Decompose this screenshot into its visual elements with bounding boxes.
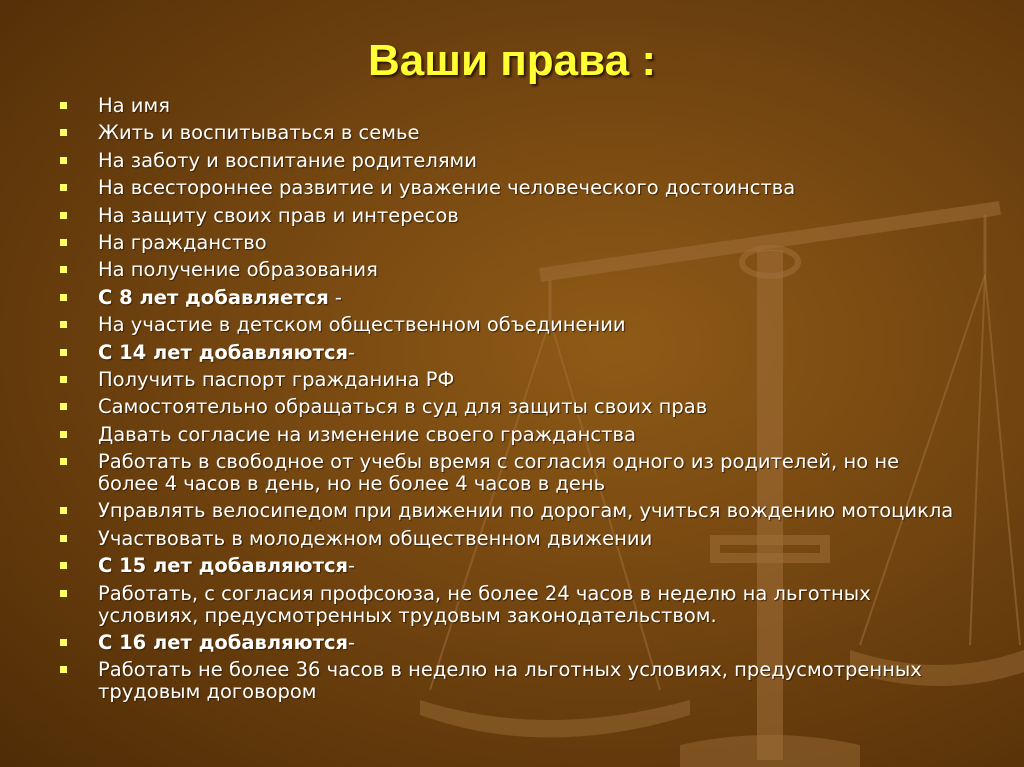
bullet-icon xyxy=(60,239,67,246)
list-item xyxy=(60,150,960,172)
bullet-icon xyxy=(60,349,67,356)
list-item-text: С 8 лет добавляется xyxy=(98,285,329,309)
list-item-text: На имя xyxy=(98,94,170,117)
list-item xyxy=(60,659,960,703)
list-item-text: На получение образования xyxy=(98,258,378,282)
list-item xyxy=(60,369,960,391)
list-item-heading xyxy=(60,287,960,309)
bullet-icon xyxy=(60,321,67,328)
list-item xyxy=(60,528,960,550)
list-item-text: На защиту своих прав и интересов xyxy=(98,203,459,227)
list-item-text: На гражданство xyxy=(98,230,267,254)
bullet-icon xyxy=(60,403,67,410)
list-item xyxy=(60,314,960,336)
list-item-text: На всестороннее развитие и уважение человеческого достоинства xyxy=(98,176,796,200)
rights-list xyxy=(60,95,960,709)
bullet-icon xyxy=(60,294,67,301)
bullet-icon xyxy=(60,639,67,646)
list-item-text: Самостоятельно обращаться в суд для защиты своих прав xyxy=(98,395,708,419)
list-item-suffix: - xyxy=(348,554,356,578)
bullet-icon xyxy=(60,102,67,109)
list-item xyxy=(60,259,960,281)
bullet-icon xyxy=(60,157,67,164)
bullet-icon xyxy=(60,431,67,438)
list-item-text: Жить и воспитываться в семье xyxy=(98,121,420,145)
bullet-icon xyxy=(60,666,67,673)
bullet-icon xyxy=(60,266,67,273)
bullet-icon xyxy=(60,376,67,383)
bullet-icon xyxy=(60,212,67,219)
list-item-heading xyxy=(60,632,960,654)
list-item-text: Участвовать в молодежном общественном движении xyxy=(98,526,653,550)
list-item-heading xyxy=(60,555,960,577)
list-item-text: Работать не более 36 часов в неделю на льготных условиях, предусмотренных трудовым договором xyxy=(98,658,922,704)
bullet-icon xyxy=(60,129,67,136)
list-item-text: На участие в детском общественном объединении xyxy=(98,313,626,337)
list-item xyxy=(60,122,960,144)
list-item-text: С 15 лет добавляются xyxy=(98,554,349,578)
list-item-text: С 16 лет добавляются xyxy=(98,631,349,655)
list-item-text: Работать в свободное от учебы время с согласия одного из родителей, но не более 4 часов в день, но не более 4 часов в день xyxy=(98,450,900,496)
list-item xyxy=(60,396,960,418)
list-item xyxy=(60,583,960,627)
list-item-text: С 14 лет добавляются xyxy=(98,340,349,364)
list-item xyxy=(60,232,960,254)
list-item xyxy=(60,177,960,199)
list-item-text: Управлять велосипедом при движении по дорогам, учиться вождению мотоцикла xyxy=(98,499,954,523)
list-item-text: Давать согласие на изменение своего гражданства xyxy=(98,422,636,446)
list-item xyxy=(60,424,960,446)
list-item-suffix: - xyxy=(348,340,356,364)
list-item-text: Получить паспорт гражданина РФ xyxy=(98,367,455,391)
bullet-icon xyxy=(60,184,67,191)
page-title: Ваши права : xyxy=(368,36,656,85)
bullet-icon xyxy=(60,458,67,465)
list-item xyxy=(60,205,960,227)
list-item-text: На заботу и воспитание родителями xyxy=(98,148,477,172)
bullet-icon xyxy=(60,562,67,569)
list-item xyxy=(60,95,960,117)
bullet-icon xyxy=(60,590,67,597)
list-item-heading xyxy=(60,342,960,364)
list-item xyxy=(60,500,960,522)
list-item-text: Работать, с согласия профсоюза, не более 24 часов в неделю на льготных условиях, предусмотренных трудовым законодательством. xyxy=(98,581,871,627)
list-item xyxy=(60,451,960,495)
bullet-icon xyxy=(60,535,67,542)
bullet-icon xyxy=(60,507,67,514)
list-item-suffix: - xyxy=(328,285,342,309)
list-item-suffix: - xyxy=(348,631,356,655)
